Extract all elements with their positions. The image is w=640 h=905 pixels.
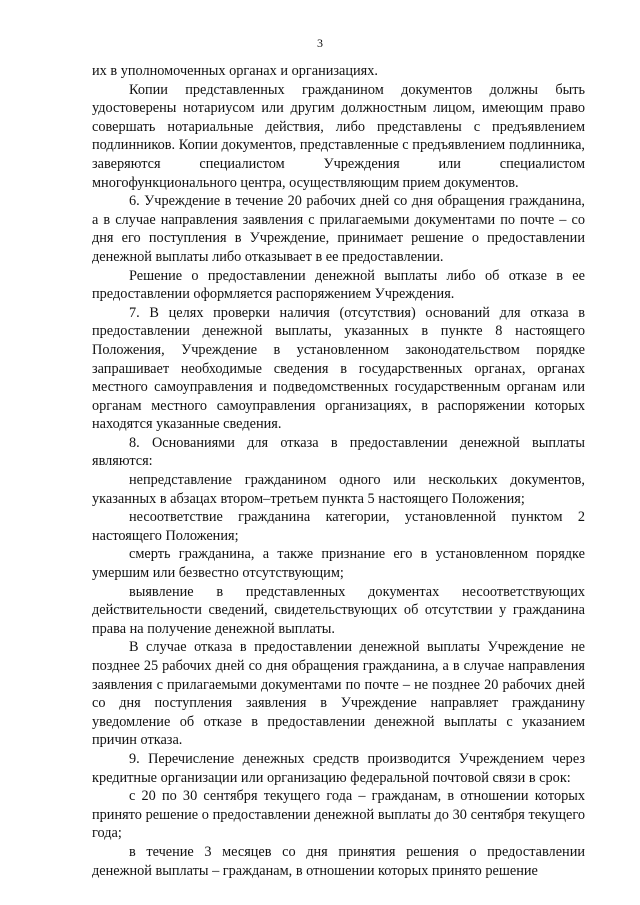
paragraph: их в уполномоченных органах и организациях. [92,63,378,79]
paragraph: 7. В целях проверки наличия (отсутствия) оснований для отказа в предоставлении денежной выплаты, указанных в пункте 8 настоящего Положения, Учреждение в установленном законодательством порядке запрашивает необходимые сведения в государственных органах, органах местного самоуправления и подведомственных государственным органам или органам местного самоуправления организациях, в распоряжении которых находятся указанные сведения. [92,304,585,433]
paragraph: выявление в представленных документах несоответствующих действительности сведений, свидетельствующих об отсутствии у гражданина права на получение денежной выплаты. [92,583,585,637]
paragraph: 8. Основаниями для отказа в предоставлении денежной выплаты являются: [92,434,585,470]
paragraph: Решение о предоставлении денежной выплаты либо об отказе в ее предоставлении оформляется распоряжением Учреждения. [92,267,585,303]
paragraph: в течение 3 месяцев со дня принятия решения о предоставлении денежной выплаты – гражданам, в отношении которых принято решение [92,843,585,879]
paragraph: смерть гражданина, а также признание его в установленном порядке умершим или безвестно отсутствующим; [92,546,585,582]
paragraph: 6. Учреждение в течение 20 рабочих дней со дня обращения гражданина, а в случае направления заявления с прилагаемыми документами по почте – со дня его поступления в Учреждение, принимает решение о предоставлении денежной выплаты либо отказывает в ее предоставлении. [92,193,585,265]
paragraph: несоответствие гражданина категории, установленной пунктом 2 настоящего Положения; [92,509,585,544]
paragraph: непредставление гражданином одного или нескольких документов, указанных в абзацах втором–третьем пункта 5 настоящего Положения; [92,472,585,507]
paragraph: Копии представленных гражданином документов должны быть удостоверены нотариусом или другим должностным лицом, имеющим право совершать нотариальные действия, либо представлены с предъявлением подлинников. Копии документов, представленные с предъявлением подлинника, заверяются специалистом Учреждения или специалистом многофункционального центра, осуществляющим прием документов. [92,81,585,191]
document-body [92,62,585,880]
paragraph: с 20 по 30 сентября текущего года – гражданам, в отношении которых принято решение о предоставлении денежной выплаты до 30 сентября текущего года; [92,788,585,842]
paragraph: 9. Перечисление денежных средств производится Учреждением через кредитные организации или организацию федеральной почтовой связи в срок: [92,750,585,786]
paragraph: В случае отказа в предоставлении денежной выплаты Учреждение не позднее 25 рабочих дней со дня обращения гражданина, а в случае направления заявления с прилагаемыми документами по почте – не позднее 20 рабочих дней со дня поступления заявления в Учреждение направляет гражданину уведомление об отказе в предоставлении денежной выплаты с указанием причин отказа. [92,639,585,749]
page-number: 3 [317,36,323,50]
